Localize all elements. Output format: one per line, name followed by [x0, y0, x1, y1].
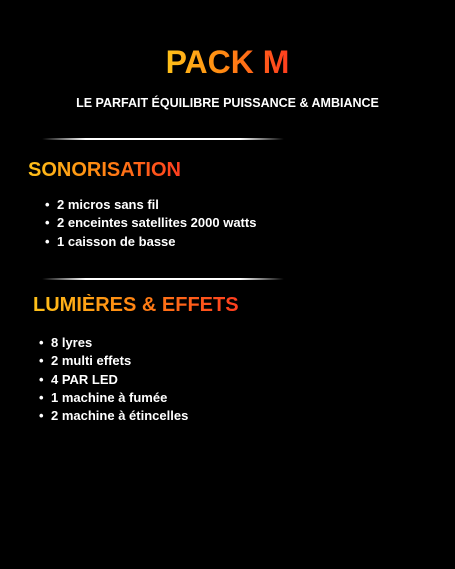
- sonorisation-list: [45, 196, 256, 251]
- pack-title-text: PACK M: [165, 44, 290, 80]
- list-item-label: 4 PAR LED: [51, 371, 118, 387]
- list-item: [39, 389, 188, 407]
- section-title-sonorisation: [28, 158, 181, 182]
- list-item-label: 8 lyres: [51, 335, 93, 350]
- divider-top: [42, 138, 284, 140]
- section-title-lumieres-text: LUMIÈRES & EFFETS: [33, 294, 239, 316]
- list-item: [39, 334, 188, 352]
- list-item-label: 2 micros sans fil: [57, 197, 159, 212]
- list-item: [45, 233, 256, 251]
- pack-subtitle: LE PARFAIT ÉQUILIBRE PUISSANCE & AMBIANCE: [76, 96, 379, 110]
- bullet-icon: •: [39, 335, 44, 350]
- list-item-label: 1 caisson de basse: [57, 233, 176, 249]
- bullet-icon: •: [39, 353, 44, 369]
- bullet-icon: •: [45, 197, 50, 212]
- bullet-icon: •: [39, 389, 44, 405]
- list-item: [45, 214, 256, 232]
- lumieres-list: [39, 334, 188, 425]
- list-item: [45, 196, 256, 214]
- section-title-sonorisation-text: SONORISATION: [28, 159, 181, 181]
- pack-title: [0, 42, 455, 82]
- bullet-icon: •: [39, 371, 44, 387]
- list-item: [39, 352, 188, 370]
- list-item-label: 2 multi effets: [51, 353, 132, 369]
- list-item: [39, 371, 188, 389]
- divider-middle: [42, 278, 284, 280]
- list-item: [39, 407, 188, 425]
- list-item-label: 2 machine à étincelles: [51, 408, 189, 424]
- bullet-icon: •: [45, 215, 50, 231]
- section-title-lumieres: [33, 293, 239, 317]
- list-item-label: 2 enceintes satellites 2000 watts: [57, 215, 257, 231]
- bullet-icon: •: [39, 408, 44, 424]
- list-item-label: 1 machine à fumée: [51, 389, 168, 405]
- bullet-icon: •: [45, 233, 50, 249]
